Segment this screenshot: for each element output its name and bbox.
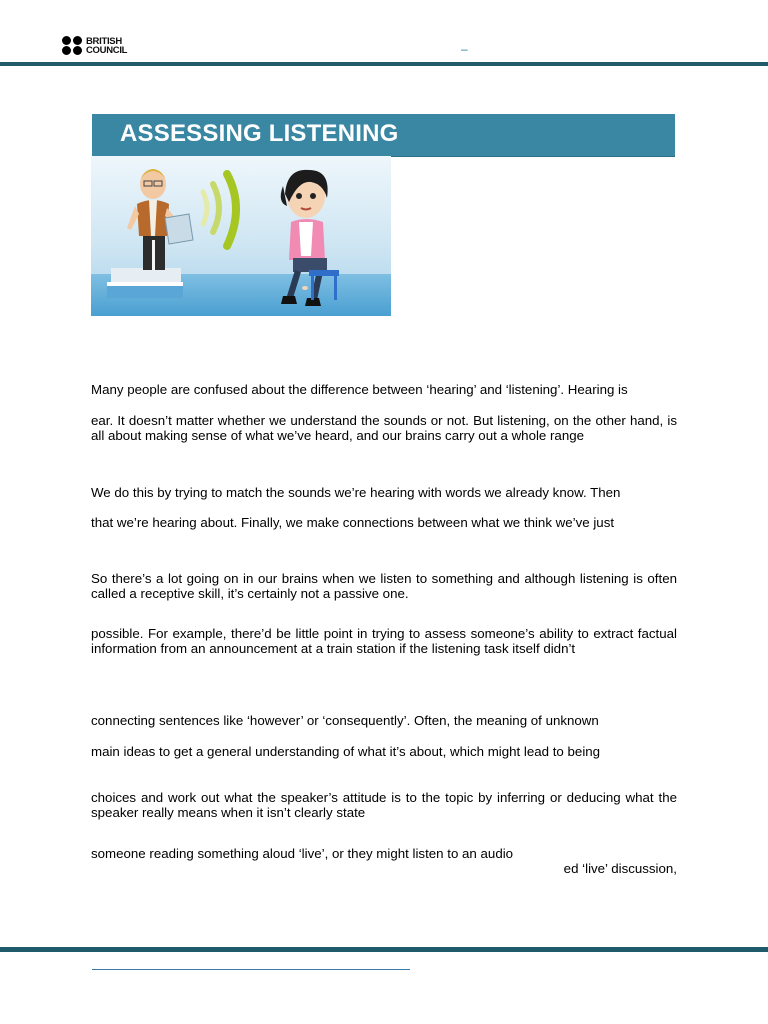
logo-line-2: COUNCIL — [86, 45, 128, 56]
paragraph-3: We do this by trying to match the sounds we’re hearing with words we already know. Then — [91, 485, 621, 500]
header-rule — [0, 62, 768, 66]
footer-rule — [0, 947, 768, 952]
paragraph-8: main ideas to get a general understanding of what it’s about, which might lead to being — [91, 744, 601, 759]
paragraph-5: So there’s a lot going on in our brains when we listen to something and although listening is often called a receptive skill, it’s certainly not a passive one. — [91, 571, 677, 601]
paragraph-2: ear. It doesn’t matter whether we understand the sounds or not. But listening, on the other hand, is all about making sense of what we’ve heard, and our brains carry out a whole range — [91, 413, 677, 443]
paragraph-9: choices and work out what the speaker’s attitude is to the topic by inferring or deducing what the speaker really means when it isn’t clearly state — [91, 790, 677, 820]
header-center-mark: – — [461, 42, 468, 56]
paragraph-11: ed ‘live’ discussion, — [563, 861, 677, 876]
paragraph-4: that we’re hearing about. Finally, we make connections between what we think we’ve just — [91, 515, 615, 530]
british-council-logo — [62, 36, 127, 56]
logo-line-1: BRITISH — [86, 36, 122, 47]
paragraph-1: Many people are confused about the difference between ‘hearing’ and ‘listening’. Hearing is — [91, 382, 628, 397]
page-header — [0, 0, 768, 66]
four-dots-logo-icon — [62, 36, 83, 56]
paragraph-7: connecting sentences like ‘however’ or ‘consequently’. Often, the meaning of unknown — [91, 713, 599, 728]
section-title: ASSESSING LISTENING — [120, 120, 399, 147]
paragraph-6: possible. For example, there’d be little point in trying to assess someone’s ability to extract factual information from an announcement at a train station if the listening task itself didn’t — [91, 626, 677, 656]
teacher-and-student-listening-illustration-icon — [91, 156, 391, 316]
footnote-rule — [92, 969, 410, 970]
paragraph-10: someone reading something aloud ‘live’, or they might listen to an audio — [91, 846, 514, 861]
listening-illustration — [91, 156, 391, 316]
section-banner — [92, 114, 675, 157]
